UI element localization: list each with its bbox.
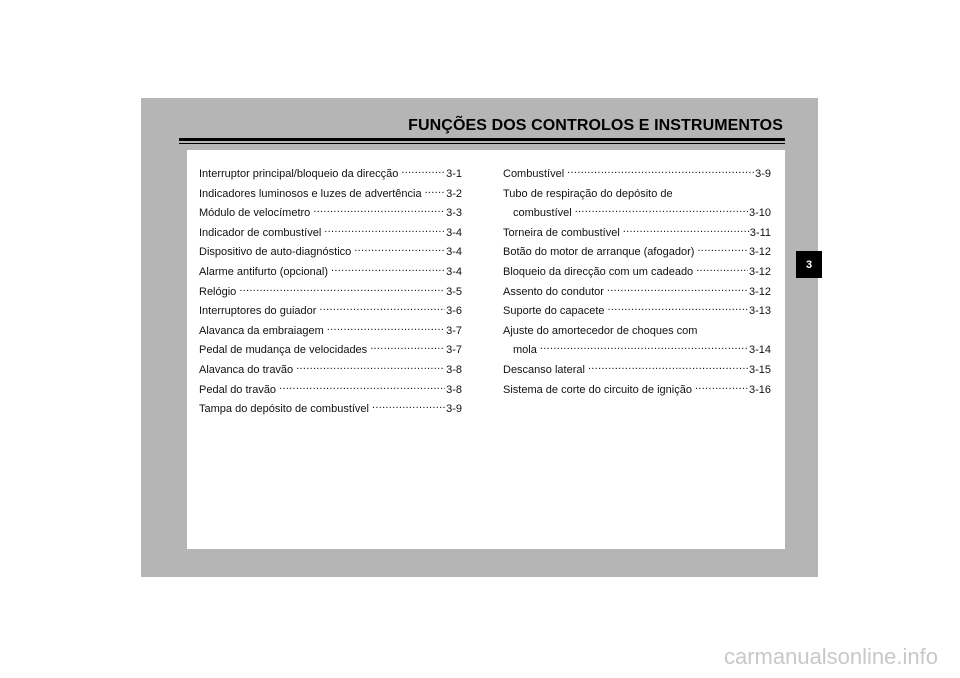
toc-entry[interactable]: Assento do condutor ..... 3-12 [503,283,771,303]
toc-entry[interactable]: Indicador de combustível ..... 3-4 [199,224,462,244]
toc-right-column [503,165,771,400]
toc-entry[interactable]: Sistema de corte do circuito de ignição ..... 3-16 [503,381,771,401]
toc-entry[interactable]: Alarme antifurto (opcional) ..... 3-4 [199,263,462,283]
toc-entry[interactable]: Dispositivo de auto-diagnóstico ..... 3-4 [199,243,462,263]
toc-entry[interactable]: mola ..... 3-14 [503,341,771,361]
toc-entry[interactable]: Botão do motor de arranque (afogador) ..... 3-12 [503,243,771,263]
title-rule-thick [179,138,785,141]
toc-entry[interactable]: Interruptor principal/bloqueio da direcção ..... 3-1 [199,165,462,185]
toc-left-column [199,165,462,420]
chapter-tab[interactable] [796,251,822,278]
chapter-tab-number: 3 [805,258,813,271]
toc-entry-first-line[interactable]: Ajuste do amortecedor de choques com [503,324,698,337]
toc-entry[interactable]: Torneira de combustível ..... 3-11 [503,224,771,244]
toc-entry[interactable]: Descanso lateral ..... 3-15 [503,361,771,381]
watermark-text: carmanualsonline.info [723,644,938,669]
toc-entry[interactable]: Indicadores luminosos e luzes de advertência ..... 3-2 [199,185,462,205]
toc-entry[interactable]: Combustível ..... 3-9 [503,165,771,185]
toc-entry[interactable]: Módulo de velocímetro ..... 3-3 [199,204,462,224]
toc-entry[interactable]: Suporte do capacete ..... 3-13 [503,302,771,322]
toc-entry[interactable]: Relógio ..... 3-5 [199,283,462,303]
toc-entry[interactable]: Tampa do depósito de combustível ..... 3-9 [199,400,462,420]
toc-entry[interactable]: Alavanca do travão ..... 3-8 [199,361,462,381]
toc-entry[interactable]: Interruptores do guiador ..... 3-6 [199,302,462,322]
toc-entry[interactable]: Pedal do travão ..... 3-8 [199,381,462,401]
page-panel [141,98,818,577]
toc-entry[interactable]: combustível ..... 3-10 [503,204,771,224]
toc-entry[interactable]: Bloqueio da direcção com um cadeado ..... 3-12 [503,263,771,283]
title-rule-thin [179,143,785,144]
toc-entry[interactable]: Alavanca da embraiagem ..... 3-7 [199,322,462,342]
chapter-title: FUNÇÕES DOS CONTROLOS E INSTRUMENTOS [408,117,783,134]
toc-content-area [187,150,785,549]
toc-entry-first-line[interactable]: Tubo de respiração do depósito de [503,187,673,200]
toc-entry[interactable]: Pedal de mudança de velocidades ..... 3-7 [199,341,462,361]
